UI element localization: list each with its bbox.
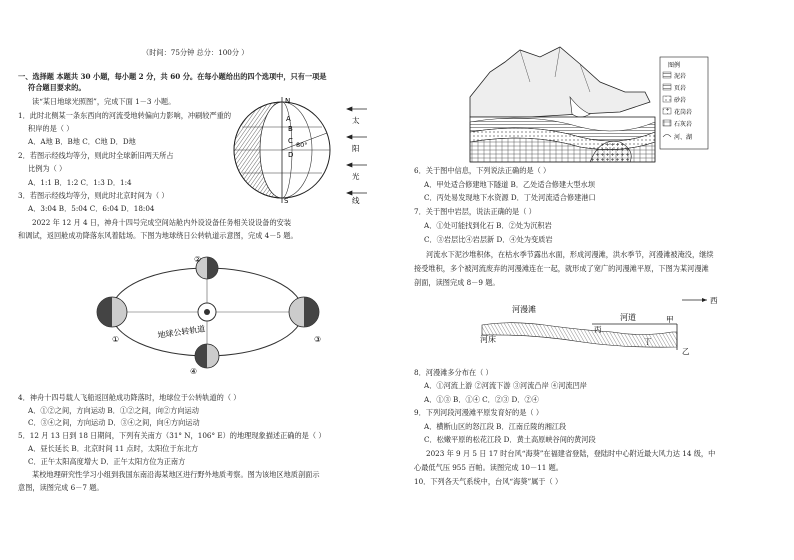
q5-opt-2: C．正午太阳高度增大 D．正午太阳方位为正南方 — [28, 457, 186, 466]
terrain-top — [470, 47, 650, 117]
q4-5-intro-a: 2022 年 12 月 4 日，神舟十四号完成空间站舱内外设设备任务相关设设备的安装 — [32, 218, 292, 227]
q1-stem-2: 积岸的是（ ） — [28, 124, 74, 133]
q6-7-intro-1: 某校地理研究性学习小组到我国东南沿海某地区进行野外地质考察。图为该地区地质剖面示 — [32, 470, 320, 479]
q6-stem: 6．关于图中信息，下列说法正确的是（ ） — [414, 166, 551, 175]
q5-opt-1: A．昼长延长 B．北京时间 11 点时，太阳位于东北方 — [28, 444, 199, 453]
q10-11-intro-1: 2023 年 9 月 5 日 17 时台风“海葵”在福建省登陆，登陆时中心附近最大风力达 14 级，中 — [426, 449, 716, 458]
q6-opt-1: A．甲处适合修建地下隧道 B．乙处适合修建大型水坝 — [424, 180, 595, 189]
sun-char-2: 阳 — [352, 144, 360, 153]
q2-stem-1: 2．若图示经线均等分，则此时全球新旧两天所占 — [18, 151, 174, 160]
label-yi: 乙 — [682, 347, 690, 356]
direction-west: 西 — [710, 296, 718, 305]
sun-char-1: 太 — [352, 116, 360, 125]
floodplain-section-figure — [472, 292, 742, 362]
legend-shale: 页岩 — [674, 85, 687, 92]
label-riverbed: 河床 — [480, 335, 496, 344]
q8-stem: 8．河漫滩多分布在（ ） — [414, 368, 493, 377]
legend-granite: 花岗岩 — [674, 109, 693, 116]
label-floodplain: 河漫滩 — [512, 305, 536, 314]
q9-stem: 9．下列河段河漫滩平原发育好的是（ ） — [414, 408, 544, 417]
orbit-marker-2: ② — [194, 255, 202, 264]
q8-options: A．①河流上游 ②河流下游 ③河流凸岸 ④河流凹岸 — [424, 381, 587, 390]
orbit-marker-1: ① — [112, 335, 120, 344]
q1-3-intro: 读“某日地球光照图”，完成下面 1－3 小题。 — [32, 97, 176, 106]
earth-right — [289, 297, 319, 327]
q8-choices: A．①③ B．①④ C．②③ D．②④ — [424, 395, 539, 404]
orbit-label: 地球公转轨道 — [157, 324, 206, 340]
q2-stem-2: 比例为（ ） — [28, 164, 67, 173]
legend-river-lake: 河、湖 — [674, 134, 693, 141]
q8-9-intro-2: 接受堆积，多个被河流废弃的河漫滩连在一起，就形成了宽广的河漫滩平原，下图为某河漫滩 — [414, 264, 709, 273]
section1-line2: 符合题目要求的。 — [28, 83, 86, 92]
label-d: D — [288, 151, 294, 159]
label-angle: 80° — [296, 141, 308, 149]
q4-stem: 4．神舟十四号载人飞船返回舱成功降落时，地球位于公转轨道的（ ） — [18, 393, 241, 402]
q2-options: A．1:1 B．1:2 C．1:3 D．1:4 — [28, 178, 132, 187]
label-ding: 丁 — [644, 337, 652, 346]
label-b: B — [288, 125, 293, 133]
q10-11-intro-2: 心最低气压 955 百帕。读图完成 10－11 题。 — [414, 463, 563, 472]
label-c: C — [288, 137, 293, 145]
q4-opt-1: A．①②之间，方向运动 B．①②之间，向②方向运动 — [28, 406, 199, 415]
q7-opt-2: C．③岩层比④岩层新 D．④处为变质岩 — [424, 235, 553, 244]
q9-opt-1: A．横断山区的怒江段 B．江南丘陵的湘江段 — [424, 422, 567, 431]
orbit-marker-3: ③ — [314, 335, 322, 344]
section1-line1: 一、选择题 本题共 30 小题，每小题 2 分，共 60 分。在每小题给出的四个选项中，只有一项是 — [18, 72, 327, 81]
legend-limestone: 石灰岩 — [674, 121, 693, 128]
earth-bottom — [195, 344, 219, 368]
orbit-marker-4: ④ — [190, 367, 198, 376]
legend-title: 图例 — [668, 62, 681, 69]
q10-stem: 10．下列各天气系统中，台风“海葵”属于（ ） — [414, 477, 563, 486]
geology-section-figure — [460, 42, 710, 167]
q9-opt-2: C．松嫩平原的松花江段 D．黄土高原峡谷间的黄河段 — [424, 435, 596, 444]
q8-9-intro-3: 剖面，读图完成 8－9 题。 — [414, 278, 500, 287]
earth-left — [97, 297, 127, 327]
q1-options: A．A地 B．B地 C．C地 D．D地 — [28, 137, 136, 146]
q3-options: A．3:04 B．5:04 C．6:04 D．18:04 — [28, 204, 155, 213]
q4-opt-2: C．③④之间，方向运动 D．③④之间，向④方向运动 — [28, 418, 200, 427]
q7-stem: 7．关于图中岩层，说法正确的是（ ） — [414, 207, 536, 216]
label-jia: 甲 — [666, 315, 674, 324]
label-s: S — [284, 197, 289, 205]
sun-char-3: 光 — [352, 172, 360, 181]
legend-sandstone: 砂岩 — [674, 97, 687, 104]
q4-5-intro-b: 和调试，返回舱成功降落东风着陆场。下图为地球绕日公转轨道示意图，完成 4－5 题。 — [18, 231, 298, 240]
exam-header: （时间：75分钟 总分：100分 ） — [142, 48, 249, 57]
label-a: A — [286, 115, 291, 123]
sun-char-4: 线 — [352, 196, 360, 205]
label-bing: 丙 — [594, 325, 602, 334]
earth-sunlight-figure — [222, 95, 422, 205]
q6-opt-2: C．丙处易发现地下水资源 D．丁处河流适合修建港口 — [424, 193, 596, 202]
q5-stem: 5．12 月 13 日到 18 日期间，下列有关南方（31° N，106° E）的地理现象描述正确的是（ ） — [18, 431, 326, 440]
q8-9-intro-1: 河流水下泥沙堆积体，在枯水季节露出水面，形成河漫滩，洪水季节，河漫滩被淹没，继续 — [426, 250, 714, 259]
label-n: N — [285, 97, 291, 105]
label-channel: 河道 — [620, 313, 636, 322]
q6-7-intro-2: 意图，读图完成 6－7 题。 — [18, 483, 104, 492]
q3-stem: 3．若图示经线均等分，则此时北京时间为（ ） — [18, 191, 169, 200]
legend-mudstone: 泥岩 — [674, 73, 687, 80]
earth-orbit-figure — [92, 250, 332, 380]
q7-opt-1: A．①处可能找到化石 B．②处为沉积岩 — [424, 221, 552, 230]
q1-stem-1: 1．此时北侧某一条东西向的河流受地转偏向力影响，冲刷较严重的 — [18, 111, 232, 120]
